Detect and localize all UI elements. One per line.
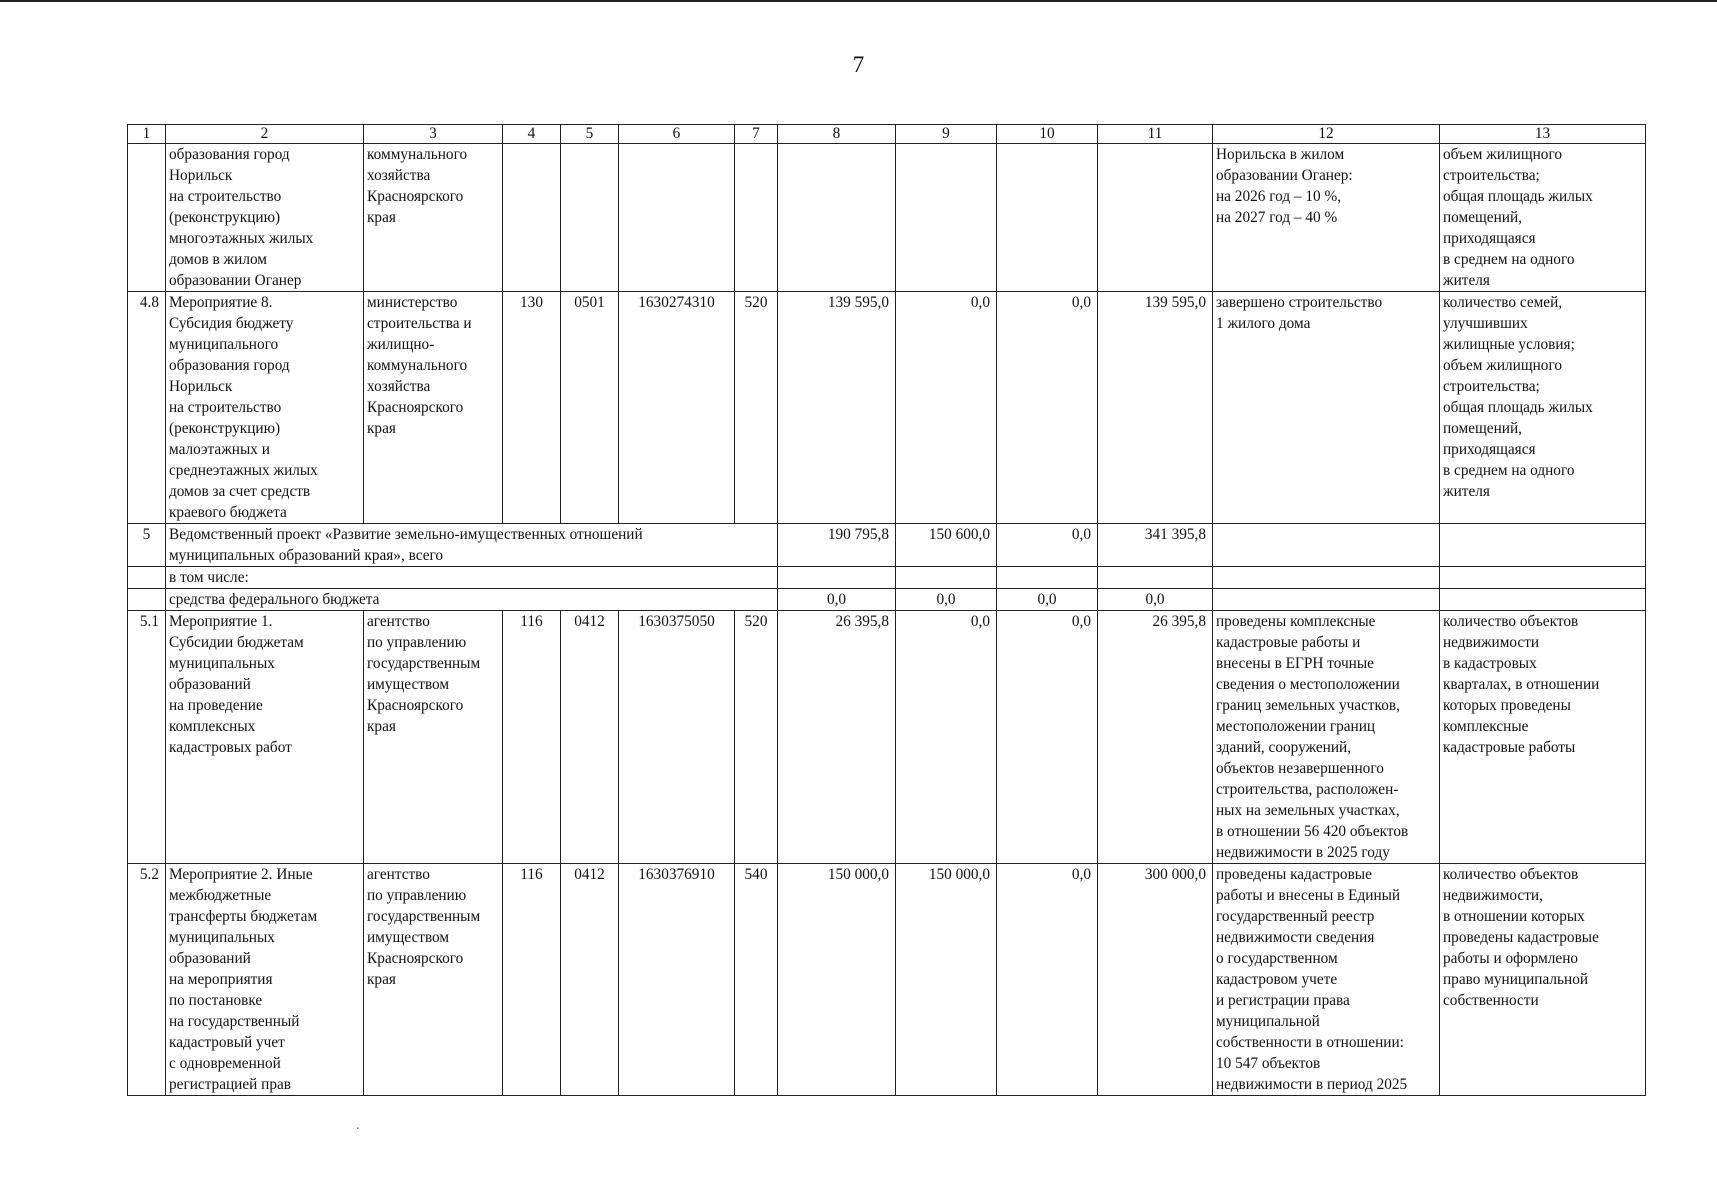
expected-result: завершено строительство 1 жилого дома	[1213, 292, 1440, 524]
empty-cell	[503, 144, 561, 292]
header-cell: 10	[997, 125, 1098, 144]
empty-cell	[128, 567, 166, 589]
table-row-4-8	[128, 292, 1646, 524]
header-cell: 5	[561, 125, 619, 144]
empty-cell	[1098, 144, 1213, 292]
amount-col-9: 0,0	[896, 589, 997, 611]
code-section: 0412	[561, 611, 619, 864]
amount-total: 300 000,0	[1098, 864, 1213, 1096]
activity-name: Мероприятие 2. Иные межбюджетные трансферты бюджетам муниципальных образований на мероприятия по постановке на государственный кадастровый учет с одновременной регистрацией прав	[166, 864, 364, 1096]
header-cell: 1	[128, 125, 166, 144]
amount-col-9: 150 600,0	[896, 524, 997, 567]
amount-col-9: 0,0	[896, 292, 997, 524]
indicator: количество семей, улучшивших жилищные условия; объем жилищного строительства; общая площадь жилых помещений, приходящаяся в среднем на одного жителя	[1440, 292, 1646, 524]
empty-cell	[1098, 567, 1213, 589]
code-section: 0412	[561, 864, 619, 1096]
activity-name: Мероприятие 1. Субсидии бюджетам муниципальных образований на проведение комплексных кадастровых работ	[166, 611, 364, 864]
header-cell: 13	[1440, 125, 1646, 144]
activity-name: образования город Норильск на строительство (реконструкцию) многоэтажных жилых домов в жилом образовании Оганер	[166, 144, 364, 292]
amount-col-8: 0,0	[778, 589, 896, 611]
row-number: 5	[128, 524, 166, 567]
empty-cell	[1440, 524, 1646, 567]
expected-result: проведены комплексные кадастровые работы и внесены в ЕГРН точные сведения о местоположении границ земельных участков, местоположении границ зданий, сооружений, объектов незавершенного строительства, расположен- ных на земельных участках, в отношении 56 420 объектов недвижимости в 2025 году	[1213, 611, 1440, 864]
header-cell: 6	[619, 125, 735, 144]
header-cell: 12	[1213, 125, 1440, 144]
amount-col-10: 0,0	[997, 524, 1098, 567]
code-grbs: 116	[503, 611, 561, 864]
header-cell: 8	[778, 125, 896, 144]
code-grbs: 130	[503, 292, 561, 524]
code-target: 1630274310	[619, 292, 735, 524]
empty-cell	[1440, 567, 1646, 589]
code-expense-type: 520	[735, 292, 778, 524]
row-number: 4.8	[128, 292, 166, 524]
responsible-agency: агентство по управлению государственным имуществом Красноярского края	[364, 611, 503, 864]
table-row-5-2	[128, 864, 1646, 1096]
scan-top-edge	[0, 0, 1717, 2]
row-number: 5.2	[128, 864, 166, 1096]
header-cell: 11	[1098, 125, 1213, 144]
amount-col-8: 150 000,0	[778, 864, 896, 1096]
table-row-continued	[128, 144, 1646, 292]
amount-total: 341 395,8	[1098, 524, 1213, 567]
table-row-including	[128, 567, 1646, 589]
activity-name: Мероприятие 8. Субсидия бюджету муниципального образования город Норильск на строительство (реконструкцию) малоэтажных и среднеэтажных жилых домов за счет средств краевого бюджета	[166, 292, 364, 524]
empty-cell	[1213, 589, 1440, 611]
code-expense-type: 520	[735, 611, 778, 864]
indicator: количество объектов недвижимости в кадастровых кварталах, в отношении которых проведены комплексные кадастровые работы	[1440, 611, 1646, 864]
header-cell: 4	[503, 125, 561, 144]
empty-cell	[997, 144, 1098, 292]
scan-speck: .	[356, 1118, 360, 1133]
amount-col-9: 150 000,0	[896, 864, 997, 1096]
empty-cell	[1213, 567, 1440, 589]
empty-cell	[896, 144, 997, 292]
amount-total: 0,0	[1098, 589, 1213, 611]
federal-budget-label: средства федерального бюджета	[166, 589, 778, 611]
table-row-federal	[128, 589, 1646, 611]
header-cell: 2	[166, 125, 364, 144]
empty-cell	[778, 567, 896, 589]
empty-cell	[619, 144, 735, 292]
amount-total: 26 395,8	[1098, 611, 1213, 864]
header-cell: 9	[896, 125, 997, 144]
amount-col-8: 139 595,0	[778, 292, 896, 524]
code-expense-type: 540	[735, 864, 778, 1096]
amount-col-10: 0,0	[997, 589, 1098, 611]
code-section: 0501	[561, 292, 619, 524]
amount-col-10: 0,0	[997, 611, 1098, 864]
including-label: в том числе:	[166, 567, 778, 589]
empty-cell	[896, 567, 997, 589]
table-row-5	[128, 524, 1646, 567]
row-number: 5.1	[128, 611, 166, 864]
code-target: 1630376910	[619, 864, 735, 1096]
amount-col-10: 0,0	[997, 292, 1098, 524]
page-number: 7	[852, 52, 865, 77]
amount-col-9: 0,0	[896, 611, 997, 864]
table-row-5-1	[128, 611, 1646, 864]
indicator: количество объектов недвижимости, в отношении которых проведены кадастровые работы и оформлено право муниципальной собственности	[1440, 864, 1646, 1096]
code-grbs: 116	[503, 864, 561, 1096]
expected-result: Норильска в жилом образовании Оганер: на 2026 год – 10 %, на 2027 год – 40 %	[1213, 144, 1440, 292]
empty-cell	[735, 144, 778, 292]
budget-table	[127, 124, 1646, 1096]
responsible-agency: коммунального хозяйства Красноярского края	[364, 144, 503, 292]
header-cell: 7	[735, 125, 778, 144]
header-row	[128, 125, 1646, 144]
project-title: Ведомственный проект «Развитие земельно-имущественных отношений муниципальных образований края», всего	[166, 524, 778, 567]
empty-cell	[128, 589, 166, 611]
row-number	[128, 144, 166, 292]
responsible-agency: агентство по управлению государственным имуществом Красноярского края	[364, 864, 503, 1096]
expected-result: проведены кадастровые работы и внесены в Единый государственный реестр недвижимости сведения о государственном кадастровом учете и регистрации права муниципальной собственности в отношении: 10 547 объектов недвижимости в период 2025	[1213, 864, 1440, 1096]
amount-col-8: 26 395,8	[778, 611, 896, 864]
code-target: 1630375050	[619, 611, 735, 864]
empty-cell	[561, 144, 619, 292]
empty-cell	[778, 144, 896, 292]
empty-cell	[1213, 524, 1440, 567]
amount-col-8: 190 795,8	[778, 524, 896, 567]
indicator: объем жилищного строительства; общая площадь жилых помещений, приходящаяся в среднем на одного жителя	[1440, 144, 1646, 292]
empty-cell	[1440, 589, 1646, 611]
amount-total: 139 595,0	[1098, 292, 1213, 524]
header-cell: 3	[364, 125, 503, 144]
responsible-agency: министерство строительства и жилищно- коммунального хозяйства Красноярского края	[364, 292, 503, 524]
empty-cell	[997, 567, 1098, 589]
amount-col-10: 0,0	[997, 864, 1098, 1096]
